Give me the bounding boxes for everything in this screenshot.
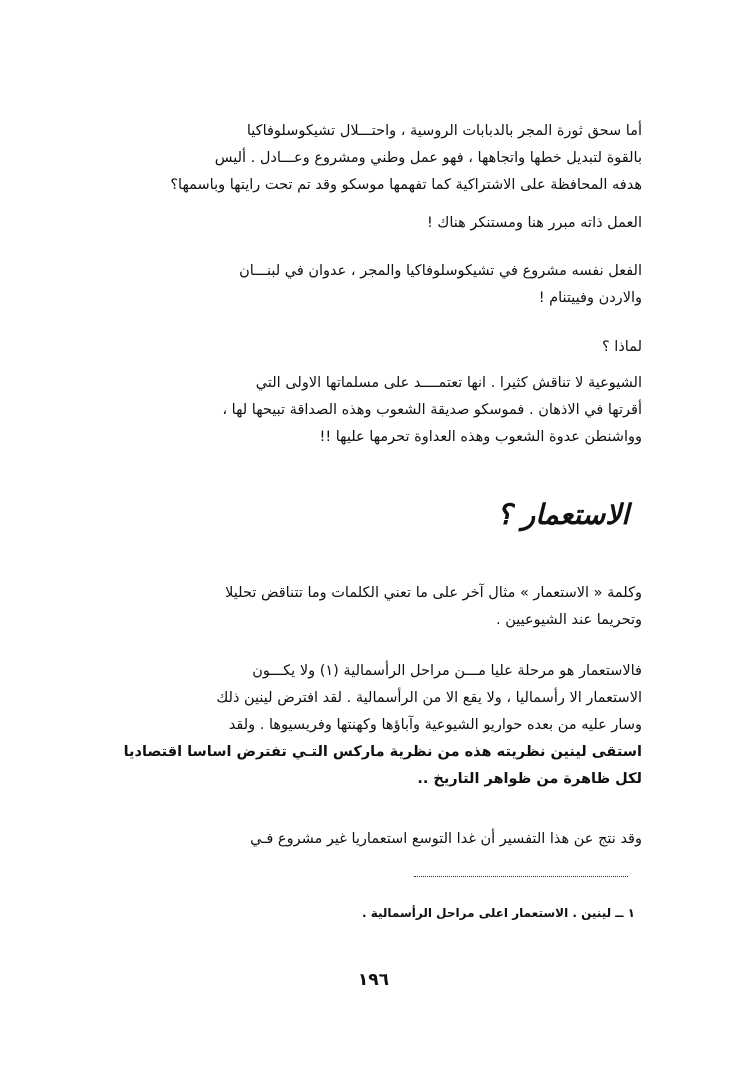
text-line: الشيوعية لا تناقش كثيرا . انها تعتمــــد على مسلماتها الاولى التي <box>255 375 642 391</box>
page-number: ١٩٦ <box>357 970 390 990</box>
section-heading: الاستعمار ؟ <box>496 498 629 531</box>
text-line: هدفه المحافظة على الاشتراكية كما تفهمها موسكو وقد تم تحت رايتها وباسمها؟ <box>170 177 642 193</box>
text-line: لماذا ؟ <box>601 339 642 355</box>
paragraph-5 <box>112 370 642 451</box>
text-line: استقى لينين نظريته هذه من نظرية ماركس التـي تفترض اساسا اقتصاديا <box>123 744 642 760</box>
text-line: لكل ظاهرة من ظواهر التاريخ .. <box>417 771 642 787</box>
text-line: وواشنطن عدوة الشعوب وهذه العداوة تحرمها عليها !! <box>319 429 642 445</box>
paragraph-8 <box>112 739 642 793</box>
text-line: العمل ذاته مبرر هنا ومستنكر هناك ! <box>426 215 642 231</box>
paragraph-6 <box>112 580 642 634</box>
footnote: ١ ــ لينين . الاستعمار اعلى مراحل الرأسمالية . <box>362 906 635 920</box>
text-line: الاستعمار الا رأسماليا ، ولا يقع الا من الرأسمالية . لقد افترض لينين ذلك <box>216 690 642 706</box>
text-line: فالاستعمار هو مرحلة عليا مـــن مراحل الرأسمالية (١) ولا يكـــون <box>252 663 642 679</box>
text-line: بالقوة لتبديل خطها واتجاهها ، فهو عمل وطني ومشروع وعـــادل . أليس <box>214 150 642 166</box>
text-line: وتحريما عند الشيوعيين . <box>496 612 642 628</box>
text-line: أما سحق ثورة المجر بالدبابات الروسية ، واحتـــلال تشيكوسلوفاكيا <box>246 123 642 139</box>
footnote-separator <box>414 876 628 877</box>
paragraph-4 <box>112 334 642 361</box>
paragraph-2 <box>112 210 642 237</box>
text-line: وسار عليه من بعده حواريو الشيوعية وآباؤها وكهنتها وفريسيوها . ولقد <box>228 717 642 733</box>
text-line: وقد نتج عن هذا التفسير أن غدا التوسع استعماريا غير مشروع فـي <box>250 831 642 847</box>
paragraph-7 <box>112 658 642 739</box>
paragraph-3 <box>112 258 642 312</box>
text-line: وكلمة « الاستعمار » مثال آخر على ما تعني الكلمات وما تتناقض تحليلا <box>225 585 642 601</box>
text-line: الفعل نفسه مشروع في تشيكوسلوفاكيا والمجر ، عدوان في لبنـــان <box>239 263 642 279</box>
paragraph-9 <box>112 826 642 853</box>
paragraph-1 <box>112 118 642 199</box>
text-line: أقرتها في الاذهان . فموسكو صديقة الشعوب وهذه الصداقة تبيحها لها ، <box>222 402 642 418</box>
text-line: والاردن وفييتنام ! <box>538 290 642 306</box>
